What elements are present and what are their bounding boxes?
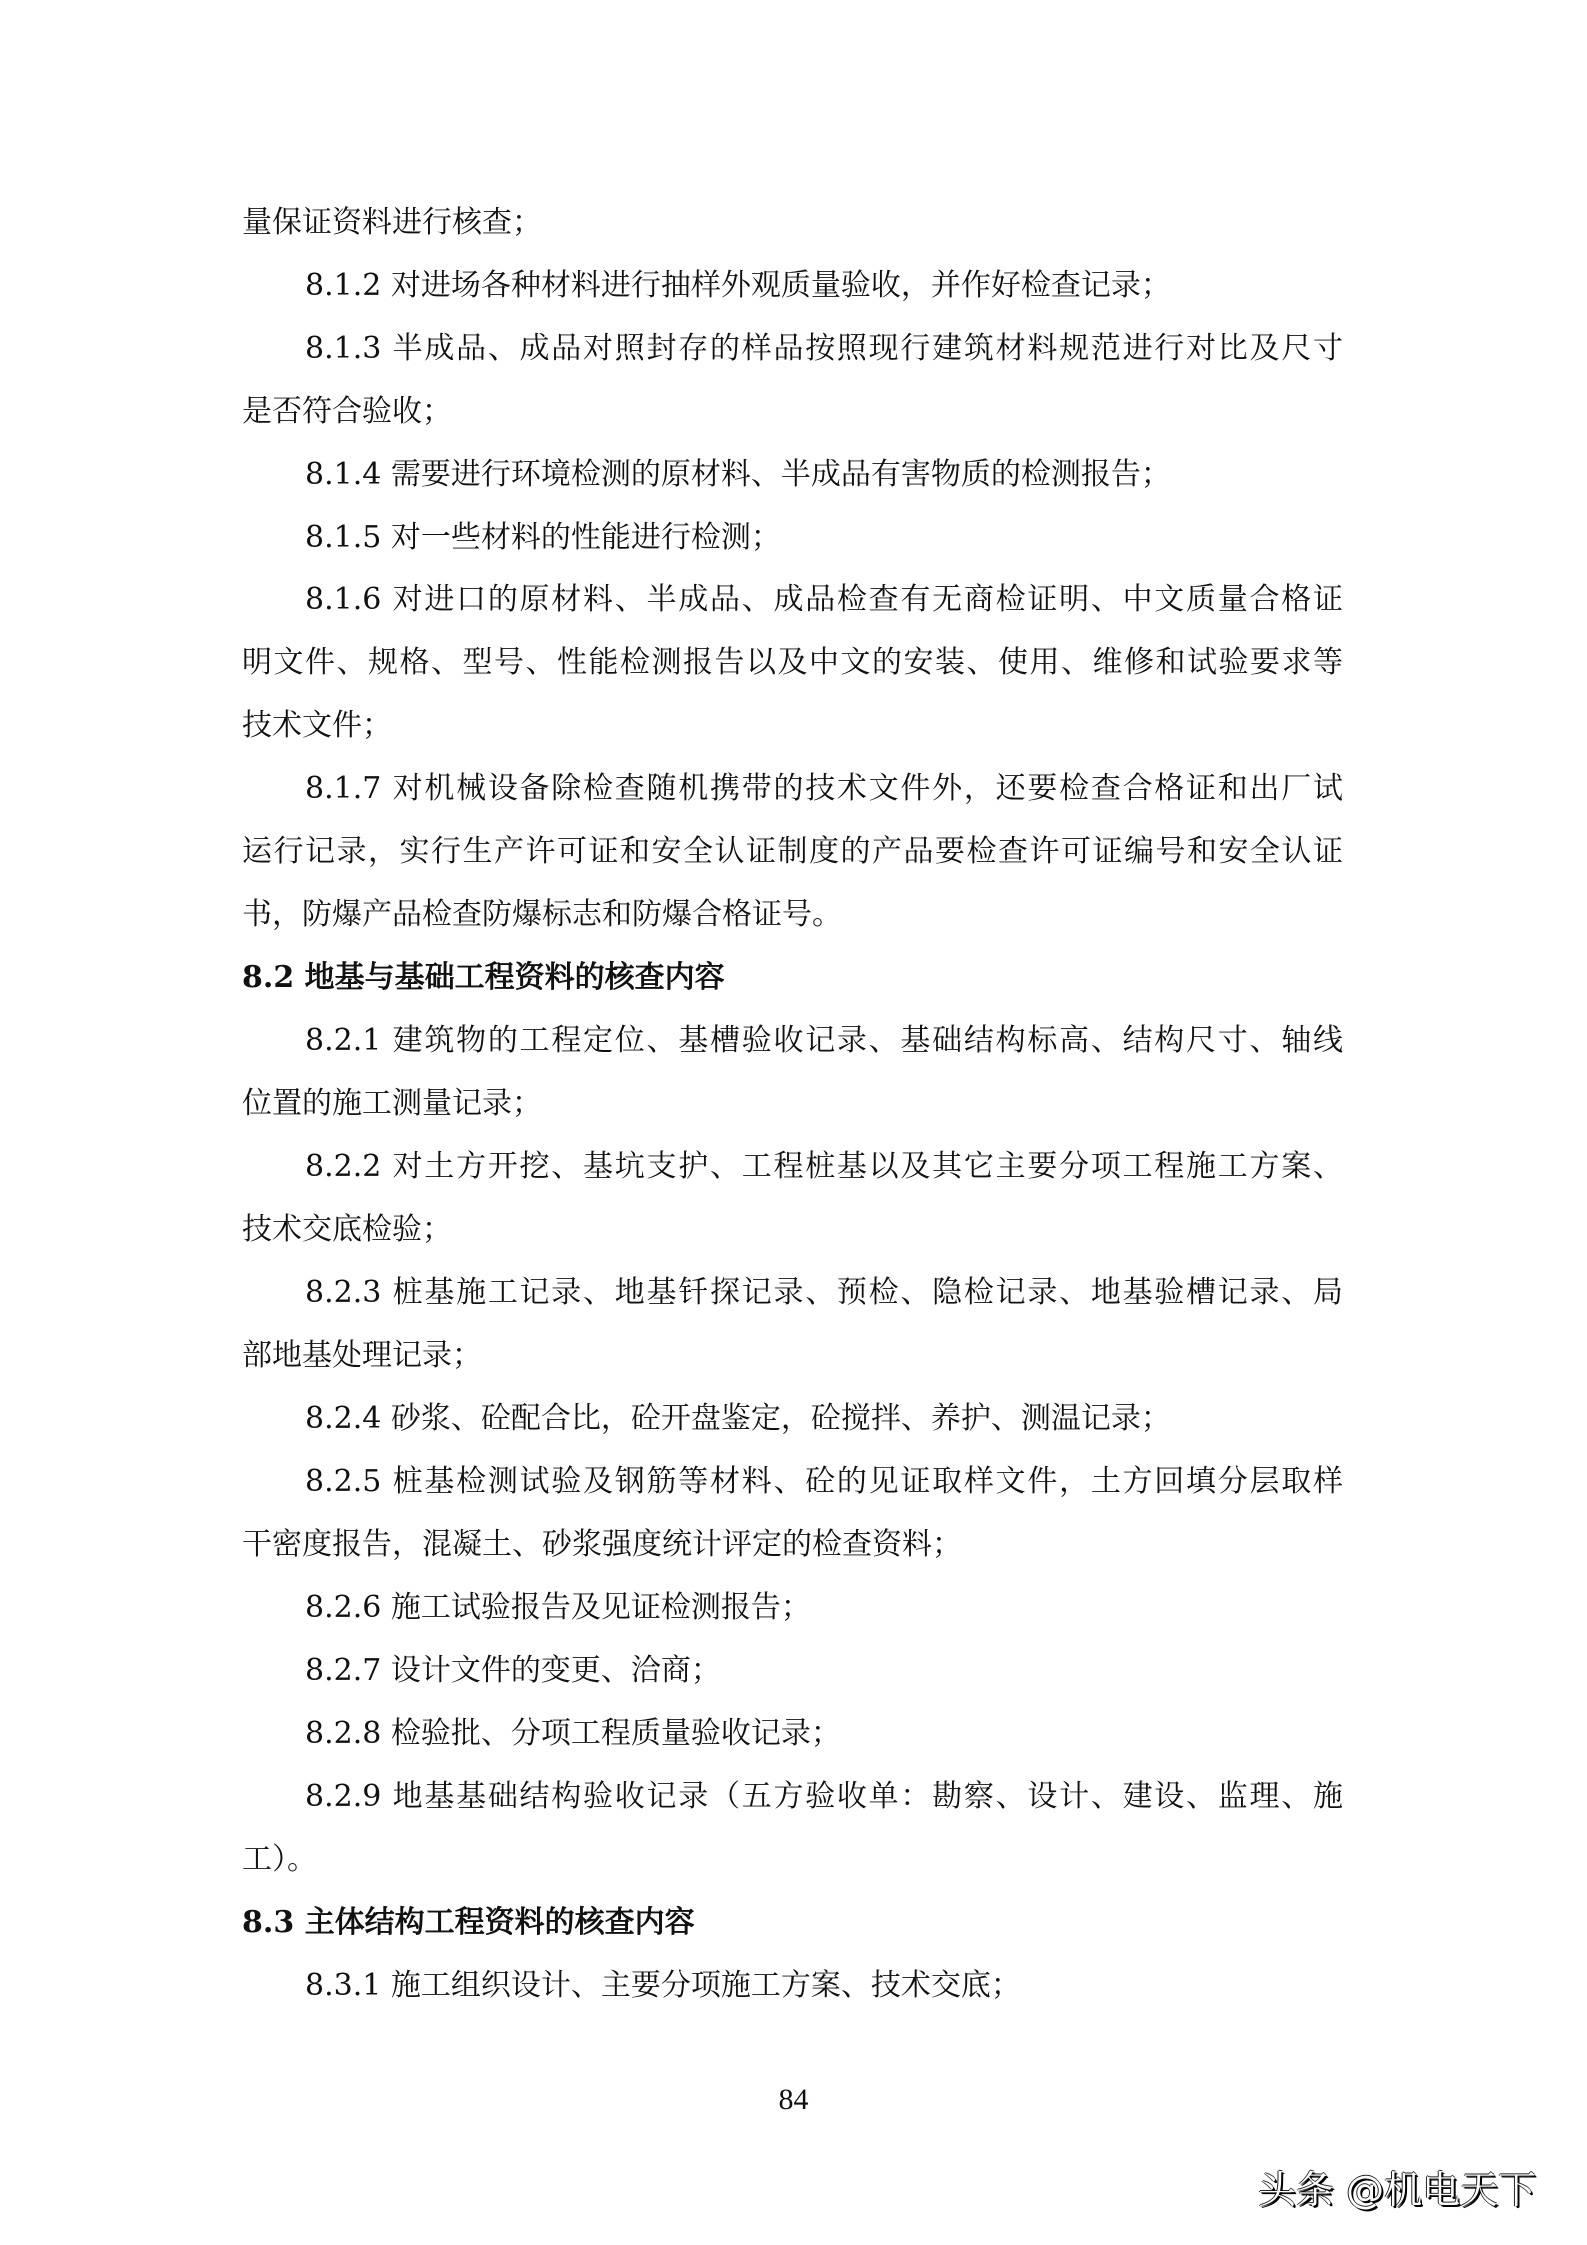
list-item-8-2-5: 8.2.5 桩基检测试验及钢筋等材料、砼的见证取样文件，土方回填分层取样 [305,1464,1343,1499]
list-item-8-1-4: 8.1.4 需要进行环境检测的原材料、半成品有害物质的检测报告； [305,457,1171,492]
list-item-8-2-1: 8.2.1 建筑物的工程定位、基槽验收记录、基础结构标高、结构尺寸、轴线 [305,1023,1343,1058]
list-item-8-1-3: 8.1.3 半成品、成品对照封存的样品按照现行建筑材料规范进行对比及尺寸 [305,331,1343,366]
text-line-continuation: 位置的施工测量记录； [242,1086,542,1121]
text-line-continuation: 运行记录，实行生产许可证和安全认证制度的产品要检查许可证编号和安全认证 [242,834,1343,869]
section-heading-8-2: 8.2 地基与基础工程资料的核查内容 [242,960,725,995]
text-line-continuation: 是否符合验收； [242,394,452,429]
text-line-continuation: 技术文件； [242,708,392,743]
text-line-continuation: 干密度报告，混凝土、砂浆强度统计评定的检查资料； [242,1527,962,1562]
text-line-continuation: 明文件、规格、型号、性能检测报告以及中文的安装、使用、维修和试验要求等 [242,645,1343,680]
text-line-continuation: 工）。 [242,1842,317,1877]
list-item-8-2-9: 8.2.9 地基基础结构验收记录（五方验收单：勘察、设计、建设、监理、施 [305,1779,1343,1814]
list-item-8-1-7: 8.1.7 对机械设备除检查随机携带的技术文件外，还要检查合格证和出厂试 [305,771,1343,806]
list-item-8-2-3: 8.2.3 桩基施工记录、地基钎探记录、预检、隐检记录、地基验槽记录、局 [305,1275,1343,1310]
list-item-8-2-7: 8.2.7 设计文件的变更、洽商； [305,1653,721,1688]
section-heading-8-3: 8.3 主体结构工程资料的核查内容 [242,1905,695,1940]
list-item-8-3-1: 8.3.1 施工组织设计、主要分项施工方案、技术交底； [305,1968,1021,2003]
list-item-8-2-2: 8.2.2 对土方开挖、基坑支护、工程桩基以及其它主要分项工程施工方案、 [305,1149,1343,1184]
text-line-continuation: 书，防爆产品检查防爆标志和防爆合格证号。 [242,897,842,932]
text-line-continuation: 技术交底检验； [242,1212,452,1247]
list-item-8-1-5: 8.1.5 对一些材料的性能进行检测； [305,520,781,555]
text-line-continuation: 部地基处理记录； [242,1338,482,1373]
page-number: 84 [778,2083,809,2116]
list-item-8-2-8: 8.2.8 检验批、分项工程质量验收记录； [305,1716,841,1751]
list-item-8-1-6: 8.1.6 对进口的原材料、半成品、成品检查有无商检证明、中文质量合格证 [305,582,1343,617]
list-item-8-2-4: 8.2.4 砂浆、砼配合比，砼开盘鉴定，砼搅拌、养护、测温记录； [305,1401,1171,1436]
list-item-8-1-2: 8.1.2 对进场各种材料进行抽样外观质量验收，并作好检查记录； [305,268,1171,303]
watermark: 头条 @机电天下 [1258,2168,1537,2212]
list-item-8-2-6: 8.2.6 施工试验报告及见证检测报告； [305,1590,811,1625]
text-line-continuation: 量保证资料进行核查； [242,205,542,240]
